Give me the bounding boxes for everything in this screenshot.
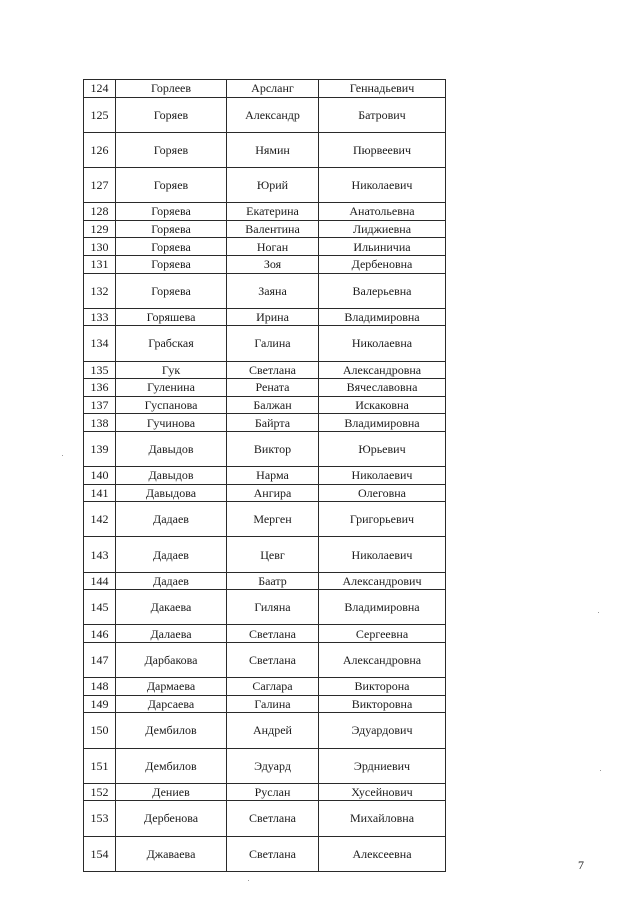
row-number: 154 [84,836,116,871]
first-name-cell: Галина [227,695,319,713]
first-name-cell: Екатерина [227,203,319,221]
row-number: 143 [84,537,116,572]
patronymic-cell: Александровна [319,361,446,379]
surname-cell: Гучинова [116,414,227,432]
first-name-cell: Руслан [227,783,319,801]
patronymic-cell: Лиджиевна [319,220,446,238]
patronymic-cell: Николаевна [319,326,446,361]
patronymic-cell: Викторовна [319,695,446,713]
patronymic-cell: Валерьевна [319,273,446,308]
table-row [84,467,446,485]
first-name-cell: Байрта [227,414,319,432]
table-row [84,484,446,502]
table-row [84,502,446,537]
row-number: 139 [84,431,116,466]
table-row [84,132,446,167]
row-number: 126 [84,132,116,167]
first-name-cell: Светлана [227,361,319,379]
row-number: 134 [84,326,116,361]
first-name-cell: Гиляна [227,590,319,625]
table-row [84,431,446,466]
surname-cell: Горяева [116,220,227,238]
row-number: 140 [84,467,116,485]
first-name-cell: Ангира [227,484,319,502]
row-number: 128 [84,203,116,221]
row-number: 133 [84,308,116,326]
table-row [84,203,446,221]
table-row [84,167,446,202]
row-number: 148 [84,678,116,696]
surname-cell: Дарсаева [116,695,227,713]
first-name-cell: Виктор [227,431,319,466]
row-number: 146 [84,625,116,643]
row-number: 144 [84,572,116,590]
surname-cell: Джаваева [116,836,227,871]
patronymic-cell: Батрович [319,97,446,132]
first-name-cell: Арсланг [227,80,319,98]
row-number: 149 [84,695,116,713]
surname-cell: Горяшева [116,308,227,326]
surname-cell: Дарбакова [116,643,227,678]
row-number: 127 [84,167,116,202]
patronymic-cell: Юрьевич [319,431,446,466]
table-row [84,396,446,414]
first-name-cell: Балжан [227,396,319,414]
table-row [84,273,446,308]
patronymic-cell: Анатольевна [319,203,446,221]
patronymic-cell: Хусейнович [319,783,446,801]
table-row [84,590,446,625]
row-number: 153 [84,801,116,836]
patronymic-cell: Дербеновна [319,255,446,273]
patronymic-cell: Искаковна [319,396,446,414]
patronymic-cell: Николаевич [319,537,446,572]
patronymic-cell: Владимировна [319,308,446,326]
first-name-cell: Галина [227,326,319,361]
first-name-cell: Юрий [227,167,319,202]
patronymic-cell: Викторона [319,678,446,696]
names-table-body [84,80,446,872]
patronymic-cell: Александровна [319,643,446,678]
table-row [84,361,446,379]
table-row [84,97,446,132]
surname-cell: Дадаев [116,572,227,590]
first-name-cell: Ирина [227,308,319,326]
table-row [84,537,446,572]
table-row [84,713,446,748]
scan-speck [598,612,599,613]
surname-cell: Дадаев [116,537,227,572]
row-number: 141 [84,484,116,502]
row-number: 135 [84,361,116,379]
names-table [83,79,446,872]
surname-cell: Дакаева [116,590,227,625]
first-name-cell: Заяна [227,273,319,308]
surname-cell: Горяева [116,238,227,256]
row-number: 152 [84,783,116,801]
first-name-cell: Светлана [227,625,319,643]
first-name-cell: Мерген [227,502,319,537]
row-number: 147 [84,643,116,678]
surname-cell: Горяева [116,255,227,273]
row-number: 136 [84,379,116,397]
table-row [84,625,446,643]
first-name-cell: Ноган [227,238,319,256]
surname-cell: Дербенова [116,801,227,836]
first-name-cell: Александр [227,97,319,132]
table-row [84,80,446,98]
surname-cell: Дениев [116,783,227,801]
row-number: 150 [84,713,116,748]
row-number: 138 [84,414,116,432]
surname-cell: Гуленина [116,379,227,397]
table-row [84,748,446,783]
row-number: 145 [84,590,116,625]
first-name-cell: Зоя [227,255,319,273]
patronymic-cell: Владимировна [319,414,446,432]
surname-cell: Горяев [116,97,227,132]
first-name-cell: Цевг [227,537,319,572]
row-number: 125 [84,97,116,132]
surname-cell: Гук [116,361,227,379]
table-row [84,643,446,678]
patronymic-cell: Геннадьевич [319,80,446,98]
patronymic-cell: Александрович [319,572,446,590]
surname-cell: Горяева [116,273,227,308]
table-row [84,220,446,238]
table-row [84,572,446,590]
patronymic-cell: Николаевич [319,467,446,485]
patronymic-cell: Владимировна [319,590,446,625]
table-row [84,255,446,273]
table-row [84,678,446,696]
row-number: 151 [84,748,116,783]
first-name-cell: Светлана [227,836,319,871]
row-number: 130 [84,238,116,256]
first-name-cell: Андрей [227,713,319,748]
first-name-cell: Рената [227,379,319,397]
table-row [84,326,446,361]
patronymic-cell: Сергеевна [319,625,446,643]
first-name-cell: Баатр [227,572,319,590]
patronymic-cell: Олеговна [319,484,446,502]
row-number: 132 [84,273,116,308]
row-number: 129 [84,220,116,238]
table-row [84,695,446,713]
surname-cell: Гуспанова [116,396,227,414]
first-name-cell: Саглара [227,678,319,696]
table-row [84,836,446,871]
scan-speck [600,770,601,771]
patronymic-cell: Николаевич [319,167,446,202]
patronymic-cell: Алексеевна [319,836,446,871]
table-row [84,801,446,836]
patronymic-cell: Ильиничиа [319,238,446,256]
row-number: 124 [84,80,116,98]
patronymic-cell: Михайловна [319,801,446,836]
surname-cell: Дармаева [116,678,227,696]
table-row [84,414,446,432]
surname-cell: Дембилов [116,748,227,783]
first-name-cell: Валентина [227,220,319,238]
first-name-cell: Нарма [227,467,319,485]
first-name-cell: Эдуард [227,748,319,783]
surname-cell: Горяева [116,203,227,221]
surname-cell: Горяев [116,132,227,167]
patronymic-cell: Эдуардович [319,713,446,748]
row-number: 142 [84,502,116,537]
surname-cell: Далаева [116,625,227,643]
surname-cell: Горлеев [116,80,227,98]
table-row [84,238,446,256]
surname-cell: Дембилов [116,713,227,748]
surname-cell: Давыдов [116,431,227,466]
surname-cell: Давыдов [116,467,227,485]
row-number: 137 [84,396,116,414]
first-name-cell: Светлана [227,801,319,836]
surname-cell: Дадаев [116,502,227,537]
surname-cell: Давыдова [116,484,227,502]
table-row [84,308,446,326]
patronymic-cell: Вячеславовна [319,379,446,397]
first-name-cell: Нямин [227,132,319,167]
table-row [84,379,446,397]
first-name-cell: Светлана [227,643,319,678]
page-number: 7 [578,858,584,872]
row-number: 131 [84,255,116,273]
surname-cell: Грабская [116,326,227,361]
scan-speck [62,455,63,456]
patronymic-cell: Григорьевич [319,502,446,537]
table-row [84,783,446,801]
surname-cell: Горяев [116,167,227,202]
scan-speck [248,880,249,881]
patronymic-cell: Эрдниевич [319,748,446,783]
patronymic-cell: Пюрвеевич [319,132,446,167]
